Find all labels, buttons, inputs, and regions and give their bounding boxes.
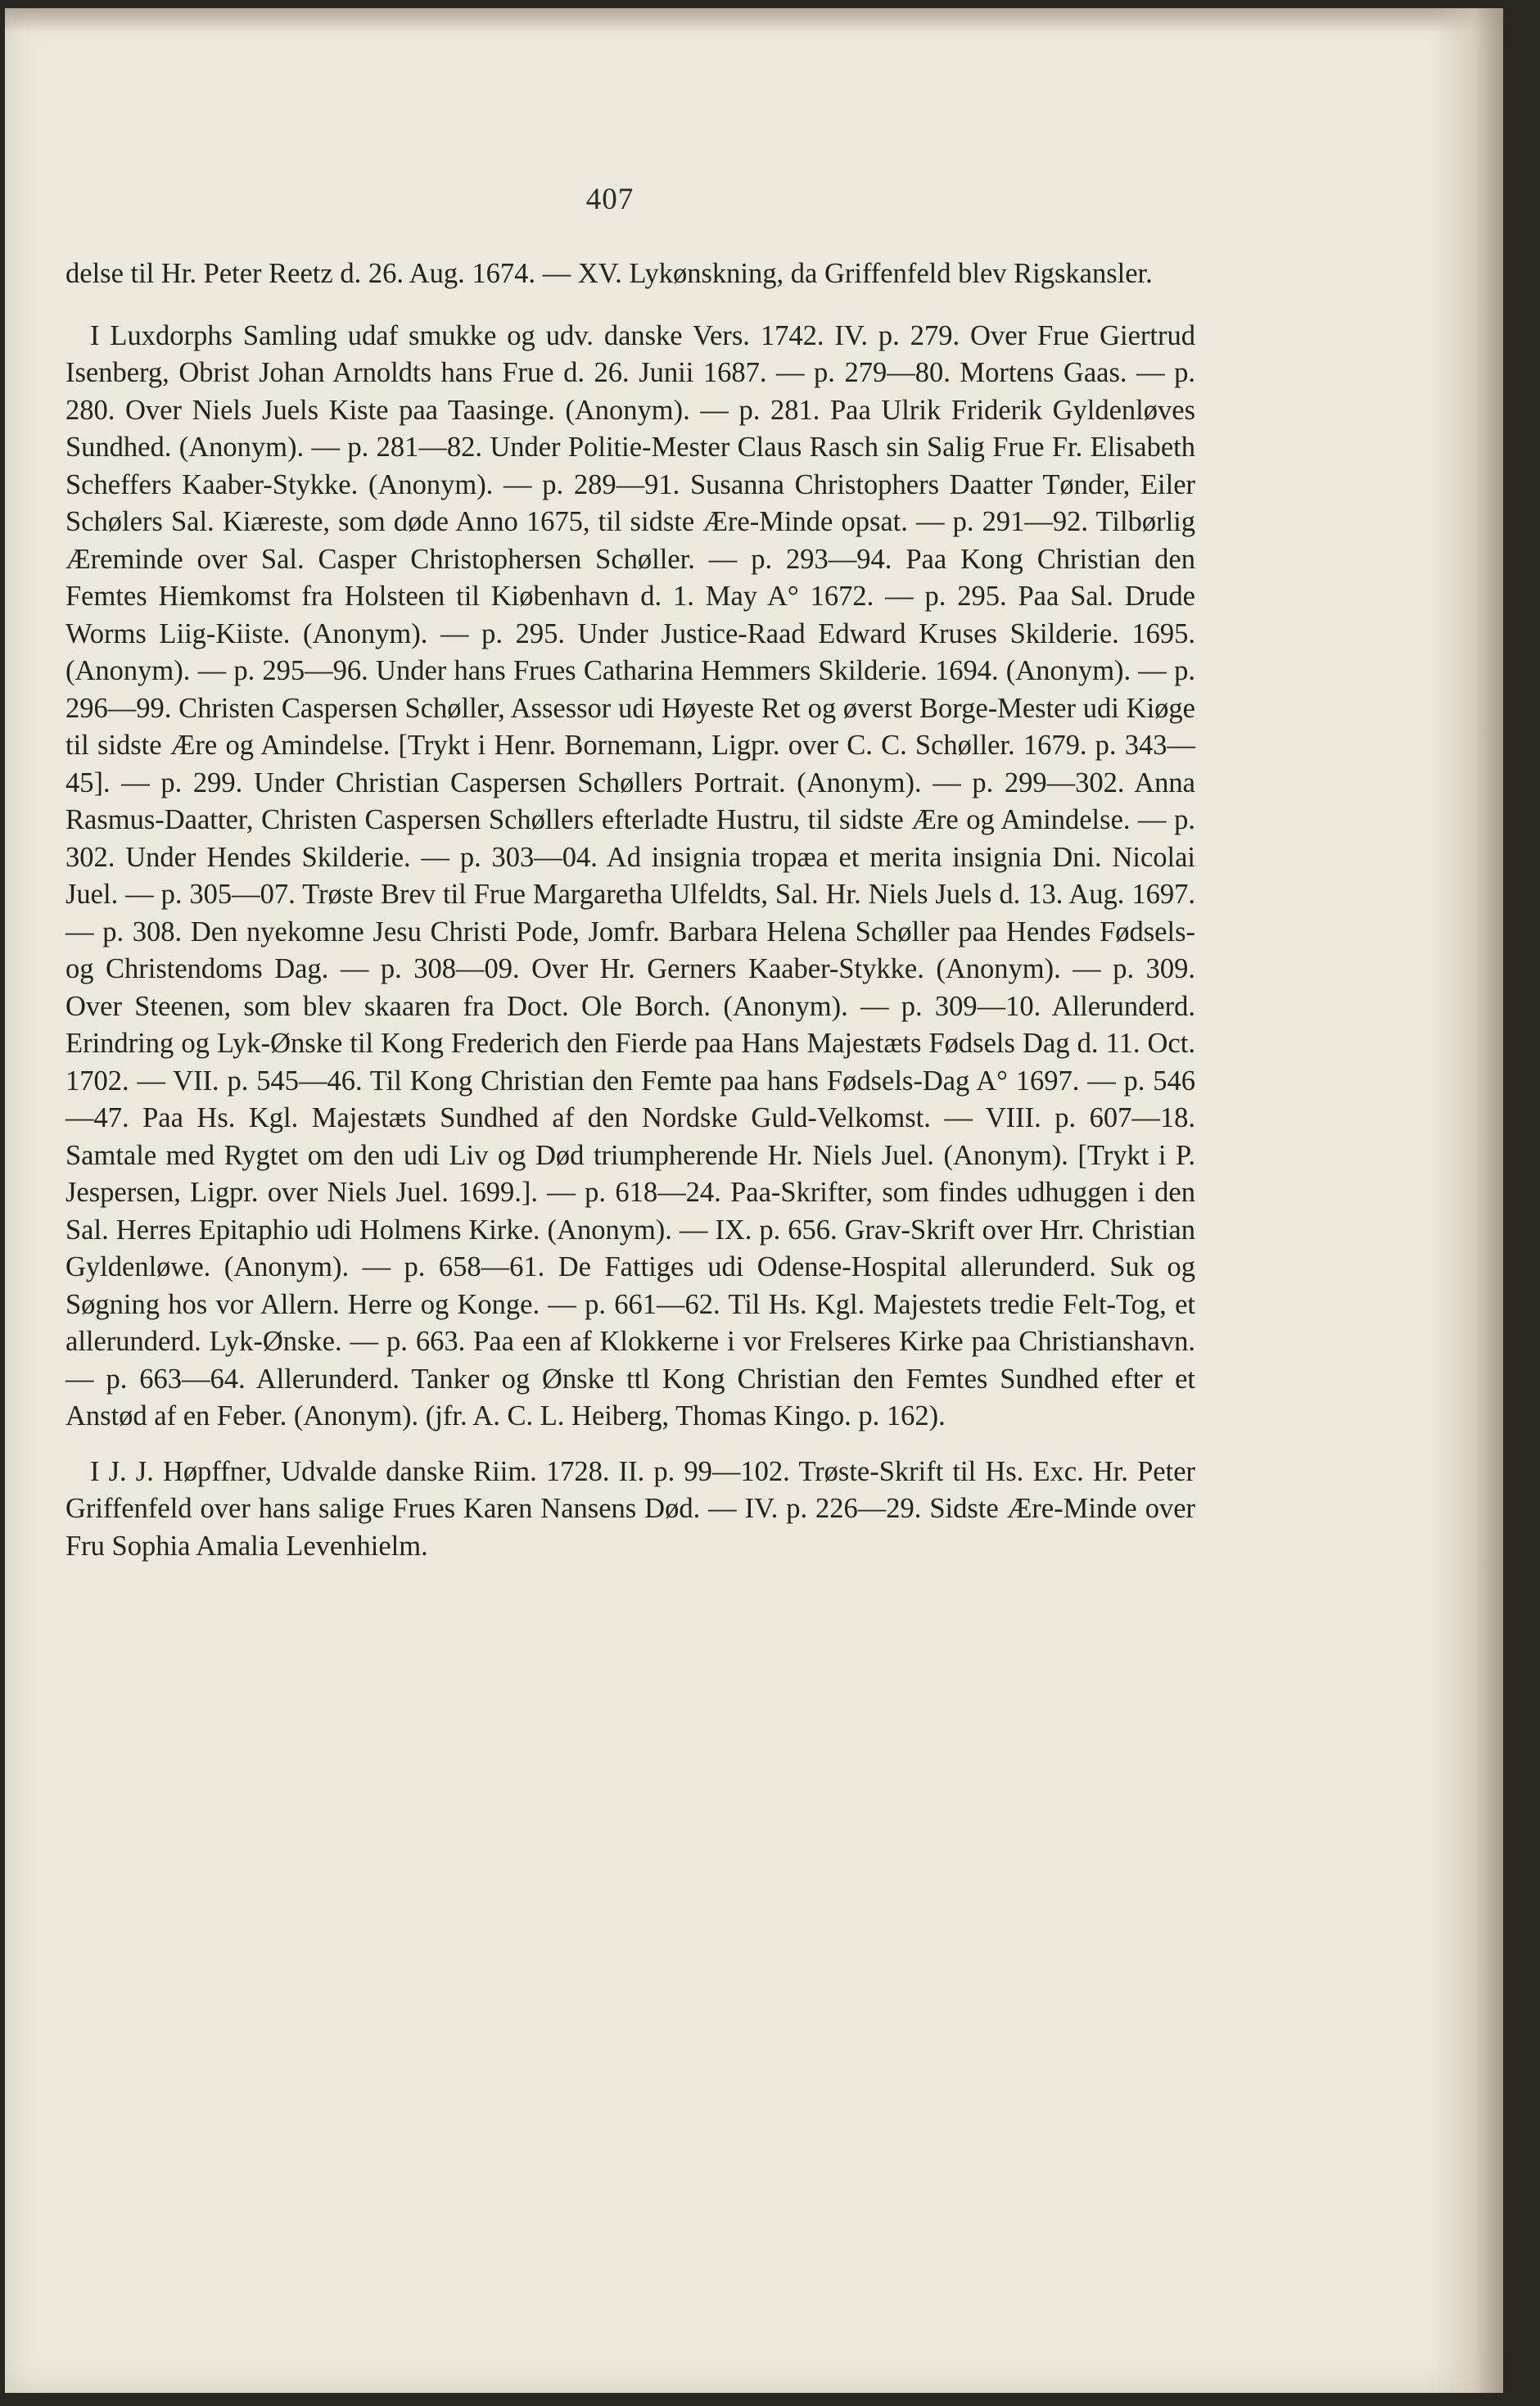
- body-text: [65, 256, 1195, 1565]
- paragraph-luxdorph: I Luxdorphs Samling udaf smukke og udv. danske Vers. 1742. IV. p. 279. Over Frue Giertrud Isenberg, Obrist Johan Arnoldts hans Frue d. 26. Junii 1687. — p. 279—80. Mortens Gaas. — p. 280. Over Niels Juels Kiste paa Taasinge. (Anonym). — p. 281. Paa Ulrik Friderik Gyldenløves Sundhed. (Anonym). — p. 281—82. Under Politie-Mester Claus Rasch sin Salig Frue Fr. Elisabeth Scheffers Kaaber-Stykke. (Anonym). — p. 289—91. Susanna Christophers Daatter Tønder, Eiler Schølers Sal. Kiæreste, som døde Anno 1675, til sidste Ære-Minde opsat. — p. 291—92. Tilbørlig Æreminde over Sal. Casper Christophersen Schøller. — p. 293—94. Paa Kong Christian den Femtes Hiemkomst fra Holsteen til Kiøbenhavn d. 1. May A° 1672. — p. 295. Paa Sal. Drude Worms Liig-Kiiste. (Anonym). — p. 295. Under Justice-Raad Edward Kruses Skilderie. 1695. (Anonym). — p. 295—96. Under hans Frues Catharina Hemmers Skilderie. 1694. (Anonym). — p. 296—99. Christen Caspersen Schøller, Assessor udi Høyeste Ret og øverst Borge-Mester udi Kiøge til sidste Ære og Amindelse. [Trykt i Henr. Bornemann, Ligpr. over C. C. Schøller. 1679. p. 343—45]. — p. 299. Under Christian Caspersen Schøllers Portrait. (Anonym). — p. 299—302. Anna Rasmus-Daatter, Christen Caspersen Schøllers efterladte Hustru, til sidste Ære og Amindelse. — p. 302. Under Hendes Skilderie. — p. 303—04. Ad insignia tropæa et merita insignia Dni. Nicolai Juel. — p. 305—07. Trøste Brev til Frue Margaretha Ulfeldts, Sal. Hr. Niels Juels d. 13. Aug. 1697. — p. 308. Den nyekomne Jesu Christi Pode, Jomfr. Barbara Helena Schøller paa Hendes Fødsels- og Christendoms Dag. — p. 308—09. Over Hr. Gerners Kaaber-Stykke. (Anonym). — p. 309. Over Steenen, som blev skaaren fra Doct. Ole Borch. (Anonym). — p. 309—10. Allerunderd. Erindring og Lyk-Ønske til Kong Frederich den Fierde paa Hans Majestæts Fødsels Dag d. 11. Oct. 1702. — VII. p. 545—46. Til Kong Christian den Femte paa hans Fødsels-Dag A° 1697. — p. 546—47. Paa Hs. Kgl. Majestæts Sundhed af den Nordske Guld-Velkomst. — VIII. p. 607—18. Samtale med Rygtet om den udi Liv og Død triumpherende Hr. Niels Juel. (Anonym). [Trykt i P. Jespersen, Ligpr. over Niels Juel. 1699.]. — p. 618—24. Paa-Skrifter, som findes udhuggen i den Sal. Herres Epitaphio udi Holmens Kirke. (Anonym). — IX. p. 656. Grav-Skrift over Hrr. Christian Gyldenløwe. (Anonym). — p. 658—61. De Fattiges udi Odense-Hospital allerunderd. Suk og Søgning hos vor Allern. Herre og Konge. — p. 661—62. Til Hs. Kgl. Majestets tredie Felt-Tog, et allerunderd. Lyk-Ønske. — p. 663. Paa een af Klokkerne i vor Frelseres Kirke paa Christianshavn. — p. 663—64. Allerunderd. Tanker og Ønske ttl Kong Christian den Femtes Sundhed efter et Anstød af en Feber. (Anonym). (jfr. A. C. L. Heiberg, Thomas Kingo. p. 162).: [65, 319, 1195, 1431]
- page-top-shadow: [5, 8, 1503, 33]
- paragraph-continuation: delse til Hr. Peter Reetz d. 26. Aug. 1674. — XV. Lykønskning, da Griffenfeld blev Rigskansler.: [65, 258, 1153, 289]
- page-fore-edge: [1429, 8, 1503, 2393]
- paragraph-hoepffner: I J. J. Høpffner, Udvalde danske Riim. 1728. II. p. 99—102. Trøste-Skrift til Hs. Exc. Hr. Peter Griffenfeld over hans salige Frues Karen Nansens Død. — IV. p. 226—29. Sidste Ære-Minde over Fru Sophia Amalia Levenhielm.: [65, 1455, 1195, 1562]
- page-number: 407: [585, 183, 635, 216]
